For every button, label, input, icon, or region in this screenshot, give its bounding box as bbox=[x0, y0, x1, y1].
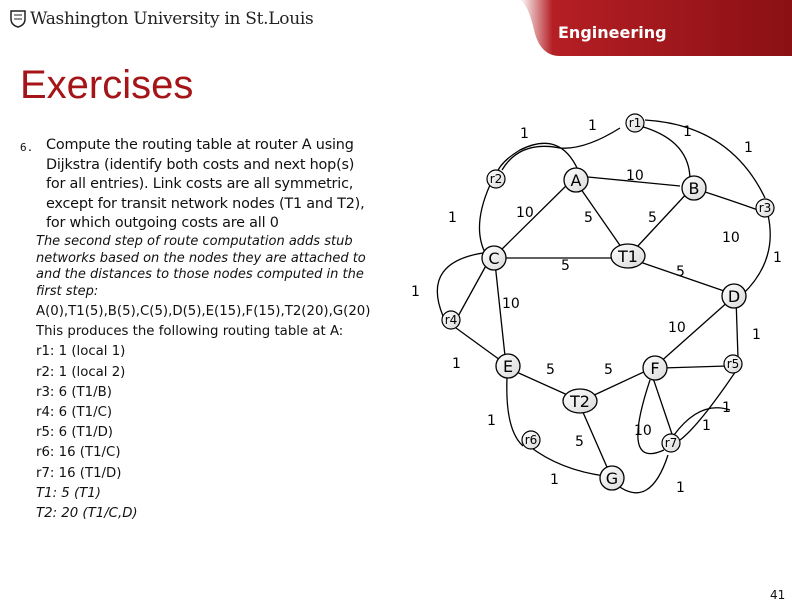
link-cost: 5 bbox=[561, 258, 570, 274]
link-cost: 5 bbox=[546, 362, 555, 378]
link-cost: 1 bbox=[702, 418, 711, 434]
router-r3 bbox=[756, 199, 774, 217]
question-number: 6. bbox=[20, 141, 34, 154]
link-cost: 1 bbox=[448, 210, 457, 226]
link-cost: 5 bbox=[648, 210, 657, 226]
svg-text:F: F bbox=[650, 359, 660, 378]
node-A bbox=[564, 168, 588, 192]
router-r1 bbox=[626, 114, 644, 132]
node-F bbox=[643, 356, 667, 380]
question-line: Compute the routing table at router A using bbox=[46, 137, 354, 153]
routing-entry: r1: 1 (local 1) bbox=[36, 344, 126, 360]
svg-text:T2: T2 bbox=[570, 392, 590, 411]
routing-entry: r6: 16 (T1/C) bbox=[36, 445, 121, 461]
link-cost: 10 bbox=[634, 423, 652, 439]
svg-text:r2: r2 bbox=[489, 172, 503, 186]
node-E bbox=[496, 354, 520, 378]
node-D bbox=[722, 284, 746, 308]
link-cost: 1 bbox=[676, 480, 685, 496]
node-G bbox=[600, 466, 624, 490]
link-cost: 10 bbox=[626, 168, 644, 184]
router-r6 bbox=[522, 431, 540, 449]
link-cost: 1 bbox=[588, 118, 597, 134]
explanation-line: The second step of route computation adds stub bbox=[36, 234, 353, 249]
explanation-line: This produces the following routing table at A: bbox=[36, 324, 344, 340]
explanation-line: networks based on the nodes they are attached to bbox=[36, 250, 366, 266]
svg-text:r5: r5 bbox=[726, 357, 740, 371]
link-cost: 1 bbox=[550, 472, 559, 488]
transit-node-T2 bbox=[563, 389, 597, 413]
link-cost: 1 bbox=[683, 124, 692, 140]
routing-entry: T2: 20 (T1/C,D) bbox=[36, 506, 138, 522]
question-line: except for transit network nodes (T1 and T2), bbox=[46, 195, 365, 212]
router-r2 bbox=[487, 170, 505, 188]
school-label: Engineering bbox=[558, 23, 667, 42]
svg-text:T1: T1 bbox=[618, 247, 638, 266]
link-cost: 5 bbox=[575, 434, 584, 450]
svg-text:r6: r6 bbox=[524, 433, 538, 447]
link-cost: 10 bbox=[516, 205, 534, 221]
router-r7 bbox=[662, 434, 680, 452]
router-r4 bbox=[442, 311, 460, 329]
link-cost: 1 bbox=[452, 356, 461, 372]
routing-entry: r5: 6 (T1/D) bbox=[36, 425, 113, 441]
node-B bbox=[682, 176, 706, 200]
routing-entry: r2: 1 (local 2) bbox=[36, 364, 126, 380]
routing-entry: r4: 6 (T1/C) bbox=[36, 405, 113, 421]
link-cost: 10 bbox=[668, 320, 686, 336]
link-cost: 5 bbox=[604, 362, 613, 378]
node-C bbox=[482, 246, 506, 270]
explanation-line: first step: bbox=[36, 283, 99, 299]
link-cost: 1 bbox=[520, 126, 529, 142]
page-number: 41 bbox=[770, 588, 786, 602]
link-cost: 5 bbox=[676, 264, 685, 280]
svg-text:B: B bbox=[688, 179, 700, 198]
svg-text:A: A bbox=[570, 171, 582, 190]
link-cost: 10 bbox=[722, 230, 740, 246]
routing-entry: T1: 5 (T1) bbox=[36, 485, 101, 501]
question-line: for which outgoing costs are all 0 bbox=[46, 215, 279, 231]
svg-text:r3: r3 bbox=[758, 201, 772, 215]
routing-entry: r7: 16 (T1/D) bbox=[36, 465, 122, 481]
svg-text:C: C bbox=[488, 249, 500, 268]
link-cost: 5 bbox=[584, 210, 593, 226]
link-costs bbox=[411, 118, 782, 496]
svg-text:E: E bbox=[502, 357, 514, 376]
svg-text:r7: r7 bbox=[664, 436, 678, 450]
link-cost: 1 bbox=[411, 284, 420, 300]
link-cost: 10 bbox=[502, 296, 520, 312]
link-cost: 1 bbox=[773, 250, 782, 266]
question-line: Dijkstra (identify both costs and next hop(s) bbox=[46, 156, 355, 173]
explanation-line: and the distances to those nodes computed in the bbox=[36, 267, 364, 282]
link-cost: 1 bbox=[487, 413, 496, 429]
svg-text:r1: r1 bbox=[628, 116, 642, 130]
explanation-line: A(0),T1(5),B(5),C(5),D(5),E(15),F(15),T2(20),G(20) bbox=[36, 304, 371, 319]
link-cost: 1 bbox=[722, 400, 731, 416]
router-r5 bbox=[724, 355, 742, 373]
routing-entry: r3: 6 (T1/B) bbox=[36, 384, 112, 400]
link-cost: 1 bbox=[752, 327, 761, 343]
university-name: Washington University in St.Louis bbox=[30, 9, 314, 29]
question-line: for all entries). Link costs are all symmetric, bbox=[46, 176, 354, 192]
svg-text:r4: r4 bbox=[444, 313, 458, 327]
transit-node-T1 bbox=[611, 244, 645, 268]
page-title: Exercises bbox=[20, 63, 194, 107]
svg-text:D: D bbox=[727, 287, 741, 306]
link-cost: 1 bbox=[744, 140, 753, 156]
svg-text:G: G bbox=[605, 469, 619, 488]
